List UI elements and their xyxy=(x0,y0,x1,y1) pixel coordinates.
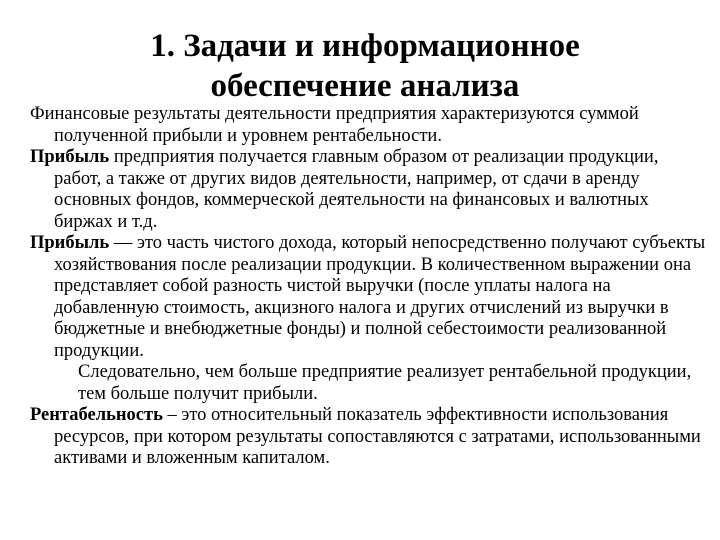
paragraph-profit-definition xyxy=(30,233,710,405)
term-profit: Прибыль xyxy=(30,233,110,253)
paragraph-text: Финансовые результаты деятельности предприятия характеризуются суммой полученной прибыли и уровнем рентабельности. xyxy=(30,104,639,146)
title-line-1: 1. Задачи и информационное xyxy=(150,28,580,64)
term-profit: Прибыль xyxy=(30,147,110,167)
title-line-2: обеспечение анализа xyxy=(210,68,520,104)
paragraph-profitability xyxy=(30,405,710,470)
paragraph-financial-results xyxy=(30,104,710,147)
paragraph-text: — это часть чистого дохода, который непосредственно получают субъекты хозяйствования после реализации продукции. В количественном выражении она представляет собой разность чистой выручки (после уплаты налога на добавленную стоимость, акцизного налога и других отчислений из выручки в бюджетные и внебюджетные фонды) и полной себестоимости реализованной продукции. xyxy=(54,233,706,361)
paragraph-text: предприятия получается главным образом от реализации продукции, работ, а также от других видов деятельности, например, от сдачи в аренду основных фондов, коммерческой деятельности на финансовых и валютных биржах и т.д. xyxy=(54,147,659,232)
slide-body xyxy=(30,104,710,470)
term-profitability: Рентабельность xyxy=(30,405,163,425)
paragraph-text: – это относительный показатель эффективности использования ресурсов, при котором результаты сопоставляются с затратами, использованными активами и вложенным капиталом. xyxy=(54,405,701,468)
paragraph-conclusion: Следовательно, чем больше предприятие реализует рентабельной продукции, тем больше получит прибыли. xyxy=(78,362,692,404)
slide-title xyxy=(40,26,690,106)
paragraph-profit-sources xyxy=(30,147,710,233)
